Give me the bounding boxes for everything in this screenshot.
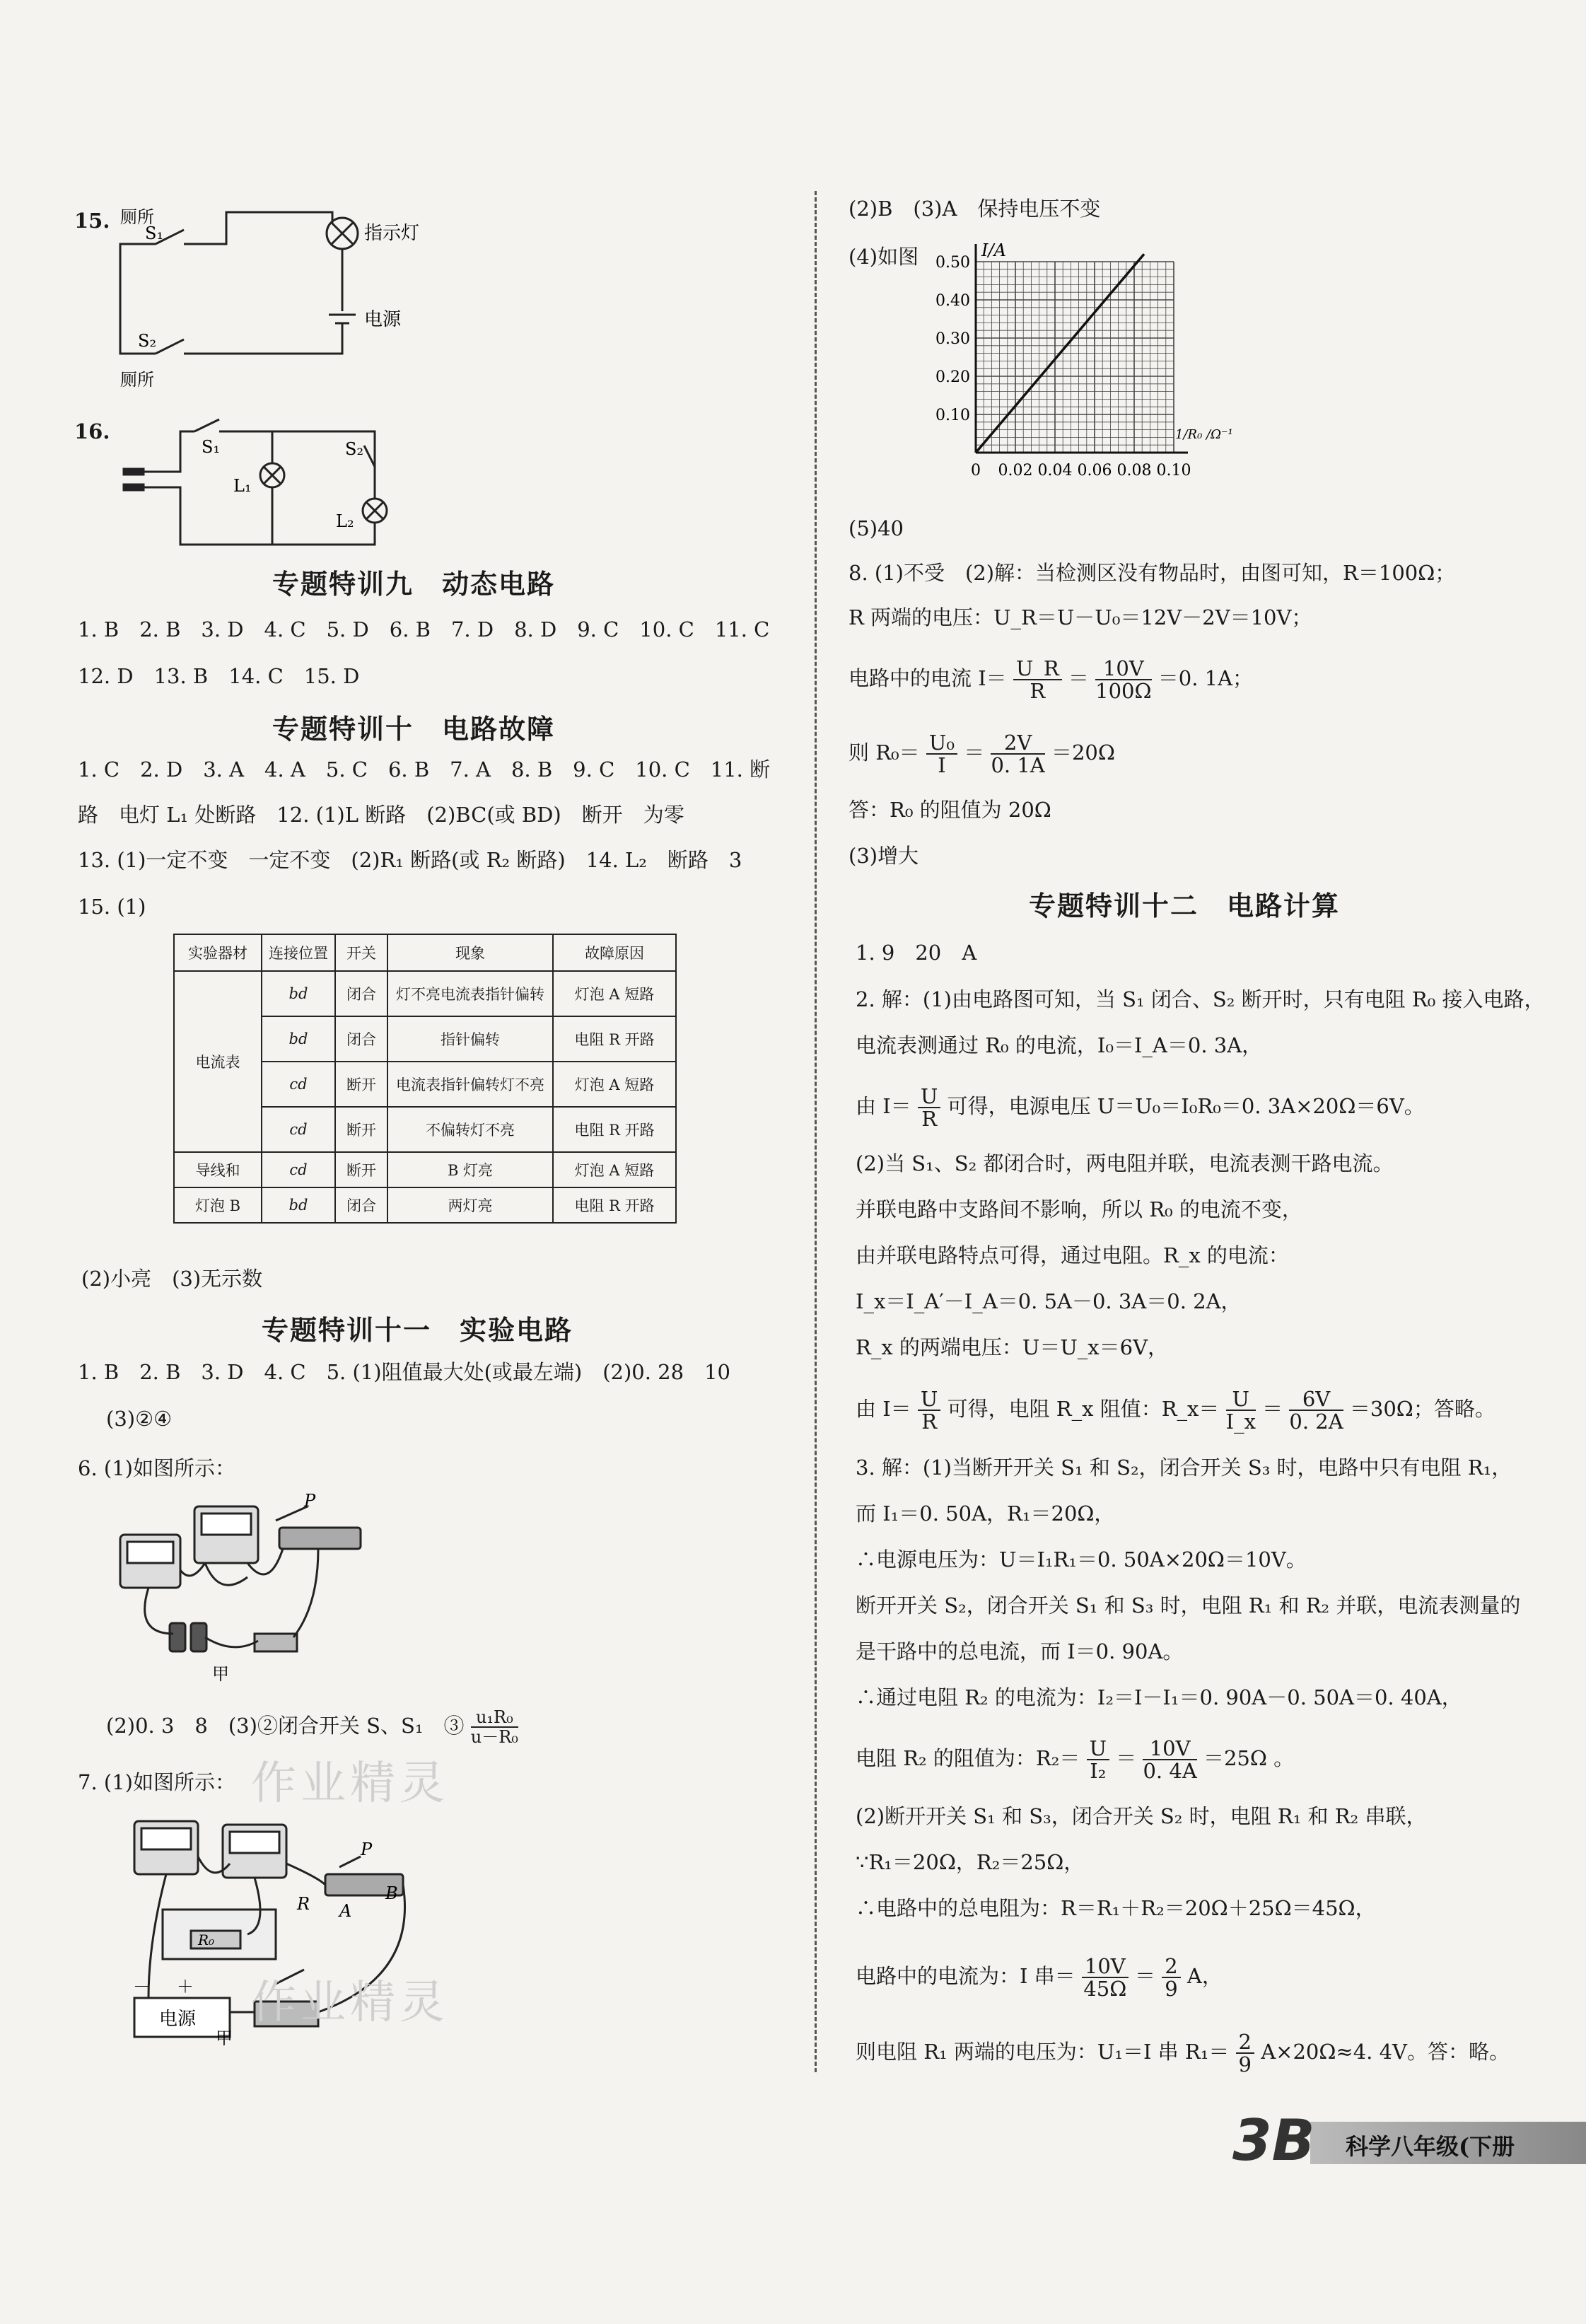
s12-line-20: ∴电路中的总电阻为：R＝R₁＋R₂＝20Ω＋25Ω＝45Ω， [856, 1896, 1376, 1920]
x-tick-label: 0.04 [1037, 462, 1073, 480]
section-10-title: 专题特训十 电路故障 [272, 714, 556, 745]
table-header: 故障原因 [553, 934, 676, 971]
s12-line-11: 3. 解：(1)当断开开关 S₁ 和 S₂，闭合开关 S₃ 时，电路中只有电阻 R₁， [856, 1456, 1512, 1480]
table-header: 现象 [387, 934, 553, 971]
watermark: 作业精灵 [251, 1757, 449, 1810]
q8-line-2: R 两端的电压：U_R＝U－U₀＝12V－2V＝10V； [849, 605, 1312, 629]
x-axis-label: 1/R₀ /Ω⁻¹ [1175, 427, 1233, 442]
x-tick-label: 0.06 [1077, 462, 1112, 480]
fault-table [173, 934, 677, 1224]
table-cell: bd [262, 1016, 335, 1062]
table-cell: 闭合 [335, 1187, 387, 1223]
label-l1: L₁ [233, 476, 252, 496]
sec9-answers-1: 1. B 2. B 3. D 4. C 5. D 6. B 7. D 8. D 9. C 10. C 11. C [78, 617, 770, 641]
table-cell: 闭合 [335, 1016, 387, 1062]
x-tick-label: 0.08 [1116, 462, 1152, 480]
q8-line-1: 8. (1)不受 (2)解：当检测区没有物品时，由图可知，R＝100Ω； [849, 561, 1456, 585]
x-tick-label: 0.10 [1156, 462, 1191, 480]
label-jia: 甲 [212, 1664, 229, 1683]
s12-line-3: 电流表测通过 R₀ 的电流，I₀＝I_A＝0. 3A， [856, 1033, 1263, 1057]
circuit-q16 [120, 414, 417, 555]
y-tick-label: 0.10 [935, 407, 970, 424]
r-line-3: (5)40 [849, 516, 904, 540]
y-axis-label: I/A [981, 240, 1006, 260]
label-s2: S₂ [345, 439, 364, 459]
table-cell: 灯泡 A 短路 [553, 1062, 676, 1107]
table-cell: bd [262, 1187, 335, 1223]
s12-line-4: 由 I＝ $\frac{U}{R}$ 可得，电源电压 U＝U₀＝I₀R₀＝0. 3A×20Ω＝6V。 [856, 1084, 1425, 1131]
sec9-answers-2: 12. D 13. B 14. C 15. D [78, 664, 360, 688]
label-r0: R₀ [198, 1931, 215, 1948]
s12-line-2: 2. 解：(1)由电路图可知，当 S₁ 闭合、S₂ 断开时，只有电阻 R₀ 接入电路， [856, 987, 1545, 1011]
table-cell: 两灯亮 [387, 1187, 553, 1223]
sec10-line-4: 15. (1) [78, 895, 146, 919]
circuit-q15 [106, 202, 445, 393]
table-cell: 电阻 R 开路 [553, 1187, 676, 1223]
r-line-2: (4)如图 [849, 245, 919, 269]
label-p: P [361, 1840, 373, 1859]
sec11-line-1: 1. B 2. B 3. D 4. C 5. (1)阻值最大处(或最左端) (2)0. 28 10 [78, 1360, 730, 1384]
section-11-title: 专题特训十一 实验电路 [262, 1315, 573, 1346]
label-power: 电源 [364, 309, 402, 330]
y-tick-label: 0.40 [935, 292, 970, 310]
column-divider [815, 191, 817, 2072]
table-cell: cd [262, 1107, 335, 1152]
sec11-q7: 7. (1)如图所示： [78, 1770, 235, 1794]
table-header: 开关 [335, 934, 387, 971]
label-toilet-2: 厕所 [120, 370, 154, 390]
table-cell: cd [262, 1152, 335, 1187]
i-vs-inverse-r-chart [919, 233, 1244, 488]
q8-line-4: 则 R₀＝ $\frac{\text{U₀}}{I}$ ＝ $\frac{2V}{0. 1A}$ ＝20Ω [849, 731, 1115, 777]
label-r: R [297, 1894, 310, 1914]
table-cell: 断开 [335, 1107, 387, 1152]
logo-3b: 3B [1232, 2108, 1315, 2173]
footer-text: 科学八年级(下册 [1346, 2133, 1515, 2160]
table-cell: 电阻 R 开路 [553, 1107, 676, 1152]
label-s1: S₁ [145, 223, 164, 243]
s12-line-10: 由 I＝ $\frac{U}{R}$ 可得，电阻 R_x 阻值：R_x＝ $\frac{U}{I\_x}$ ＝ $\frac{6V}{0. 2A}$ ＝30Ω；答略。 [856, 1387, 1495, 1434]
table-row [174, 1187, 676, 1223]
label-jia: 甲 [216, 2028, 233, 2047]
s12-line-12: 而 I₁＝0. 50A，R₁＝20Ω， [856, 1501, 1115, 1526]
y-tick-label: 0.20 [935, 368, 970, 386]
r-line-1: (2)B (3)A 保持电压不变 [849, 197, 1101, 221]
label-s1: S₁ [202, 437, 221, 457]
label-p: P [304, 1492, 316, 1511]
s12-line-9: R_x 的两端电压：U＝U_x＝6V， [856, 1335, 1169, 1359]
table-cell: 电流表指针偏转灯不亮 [387, 1062, 553, 1107]
label-l2: L₂ [336, 511, 354, 531]
s12-line-22: 则电阻 R₁ 两端的电压为：U₁＝I 串 R₁＝ $\frac{2}{9}$ A×20Ω≈4. 4V。答：略。 [856, 2030, 1510, 2076]
section-9-title: 专题特训九 动态电路 [272, 569, 556, 600]
y-tick-label: 0.50 [935, 254, 970, 272]
label-plus: ＋ [177, 1977, 194, 1997]
footer-banner [1204, 2108, 1586, 2171]
table-cell: B 灯亮 [387, 1152, 553, 1187]
q16-number: 16. [74, 419, 110, 443]
table-cell: 不偏转灯不亮 [387, 1107, 553, 1152]
label-a: A [339, 1901, 352, 1921]
q8-line-3: 电路中的电流 I＝ $\frac{U\_R}{R}$ ＝ $\frac{10V}{100\Omega}$ ＝0. 1A； [849, 656, 1254, 703]
x-tick-label: 0.02 [998, 462, 1033, 480]
table-header: 实验器材 [174, 934, 262, 971]
sec10-line-5: (2)小亮 (3)无示数 [81, 1267, 263, 1291]
q8-line-6: (3)增大 [849, 844, 919, 868]
label-indicator-lamp: 指示灯 [364, 223, 420, 244]
sec10-line-1: 1. C 2. D 3. A 4. A 5. C 6. B 7. A 8. B 9. C 10. C 11. 断 [78, 757, 771, 782]
table-cell: bd [262, 971, 335, 1016]
table-cell: 灯泡 A 短路 [553, 1152, 676, 1187]
sec10-line-2: 路 电灯 L₁ 处断路 12. (1)L 断路 (2)BC(或 BD) 断开 为零 [78, 803, 684, 827]
table-cell: 灯泡 B [174, 1187, 262, 1223]
s12-line-16: ∴通过电阻 R₂ 的电流为：I₂＝I－I₁＝0. 90A－0. 50A＝0. 40A， [856, 1685, 1462, 1709]
label-minus: － [133, 1977, 150, 1997]
s12-line-8: I_x＝I_A′－I_A＝0. 5A－0. 3A＝0. 2A， [856, 1289, 1242, 1313]
table-cell: 指针偏转 [387, 1016, 553, 1062]
sec11-q6: 6. (1)如图所示： [78, 1456, 235, 1480]
q8-line-5: 答：R₀ 的阻值为 20Ω [849, 798, 1051, 822]
table-cell: 灯泡 A 短路 [553, 971, 676, 1016]
sec11-q6-part2: (2)0. 3 8 (3)②闭合开关 S、S₁ ③ $\frac{\text{u₁R₀}}{\text{u－R₀}}$ [106, 1707, 518, 1747]
table-cell: 电流表 [174, 971, 262, 1152]
table-header: 连接位置 [262, 934, 335, 971]
sec11-line-2: (3)②④ [106, 1407, 173, 1431]
s12-line-15: 是干路中的总电流，而 I＝0. 90A。 [856, 1639, 1184, 1663]
table-row [174, 971, 676, 1016]
table-cell: 电阻 R 开路 [553, 1016, 676, 1062]
s12-line-17: 电阻 R₂ 的阻值为：R₂＝ $\frac{U}{\text{I₂}}$ ＝ $\frac{10V}{0. 4A}$ ＝25Ω 。 [856, 1736, 1295, 1783]
s12-line-13: ∴电源电压为：U＝I₁R₁＝0. 50A×20Ω＝10V。 [856, 1547, 1307, 1571]
x-tick-label: 0 [971, 462, 981, 480]
label-b: B [385, 1883, 398, 1903]
s12-line-5: (2)当 S₁、S₂ 都闭合时，两电阻并联，电流表测干路电流。 [856, 1151, 1394, 1175]
section-12-title: 专题特训十二 电路计算 [1029, 890, 1341, 922]
label-toilet-1: 厕所 [120, 207, 154, 227]
table-cell: 导线和 [174, 1152, 262, 1187]
s12-line-18: (2)断开开关 S₁ 和 S₃，闭合开关 S₂ 时，电阻 R₁ 和 R₂ 串联， [856, 1804, 1427, 1828]
table-cell: 灯不亮电流表指针偏转 [387, 971, 553, 1016]
table-cell: cd [262, 1062, 335, 1107]
s12-line-14: 断开开关 S₂，闭合开关 S₁ 和 S₃ 时，电阻 R₁ 和 R₂ 并联，电流表测量的 [856, 1593, 1521, 1617]
table-row [174, 1152, 676, 1187]
s12-line-6: 并联电路中支路间不影响，所以 R₀ 的电流不变， [856, 1197, 1302, 1221]
table-cell: 断开 [335, 1062, 387, 1107]
label-s2: S₂ [138, 331, 157, 351]
label-power: 电源 [159, 2009, 197, 2030]
table-cell: 断开 [335, 1152, 387, 1187]
experiment-figure-q6 [106, 1492, 389, 1683]
s12-line-21: 电路中的电流为：I 串＝ $\frac{10V}{45\Omega}$ ＝ $\frac{2}{9}$ A， [856, 1954, 1223, 2001]
q15-number: 15. [74, 209, 110, 233]
table-cell: 闭合 [335, 971, 387, 1016]
y-tick-label: 0.30 [935, 330, 970, 348]
s12-line-19: ∵R₁＝20Ω，R₂＝25Ω， [856, 1850, 1085, 1874]
watermark: 作业精灵 [251, 1977, 449, 2029]
sec10-line-3: 13. (1)一定不变 一定不变 (2)R₁ 断路(或 R₂ 断路) 14. L₂ 断路 3 [78, 848, 742, 872]
s12-line-1: 1. 9 20 A [856, 941, 977, 965]
s12-line-7: 由并联电路特点可得，通过电阻。R_x 的电流： [856, 1243, 1289, 1267]
